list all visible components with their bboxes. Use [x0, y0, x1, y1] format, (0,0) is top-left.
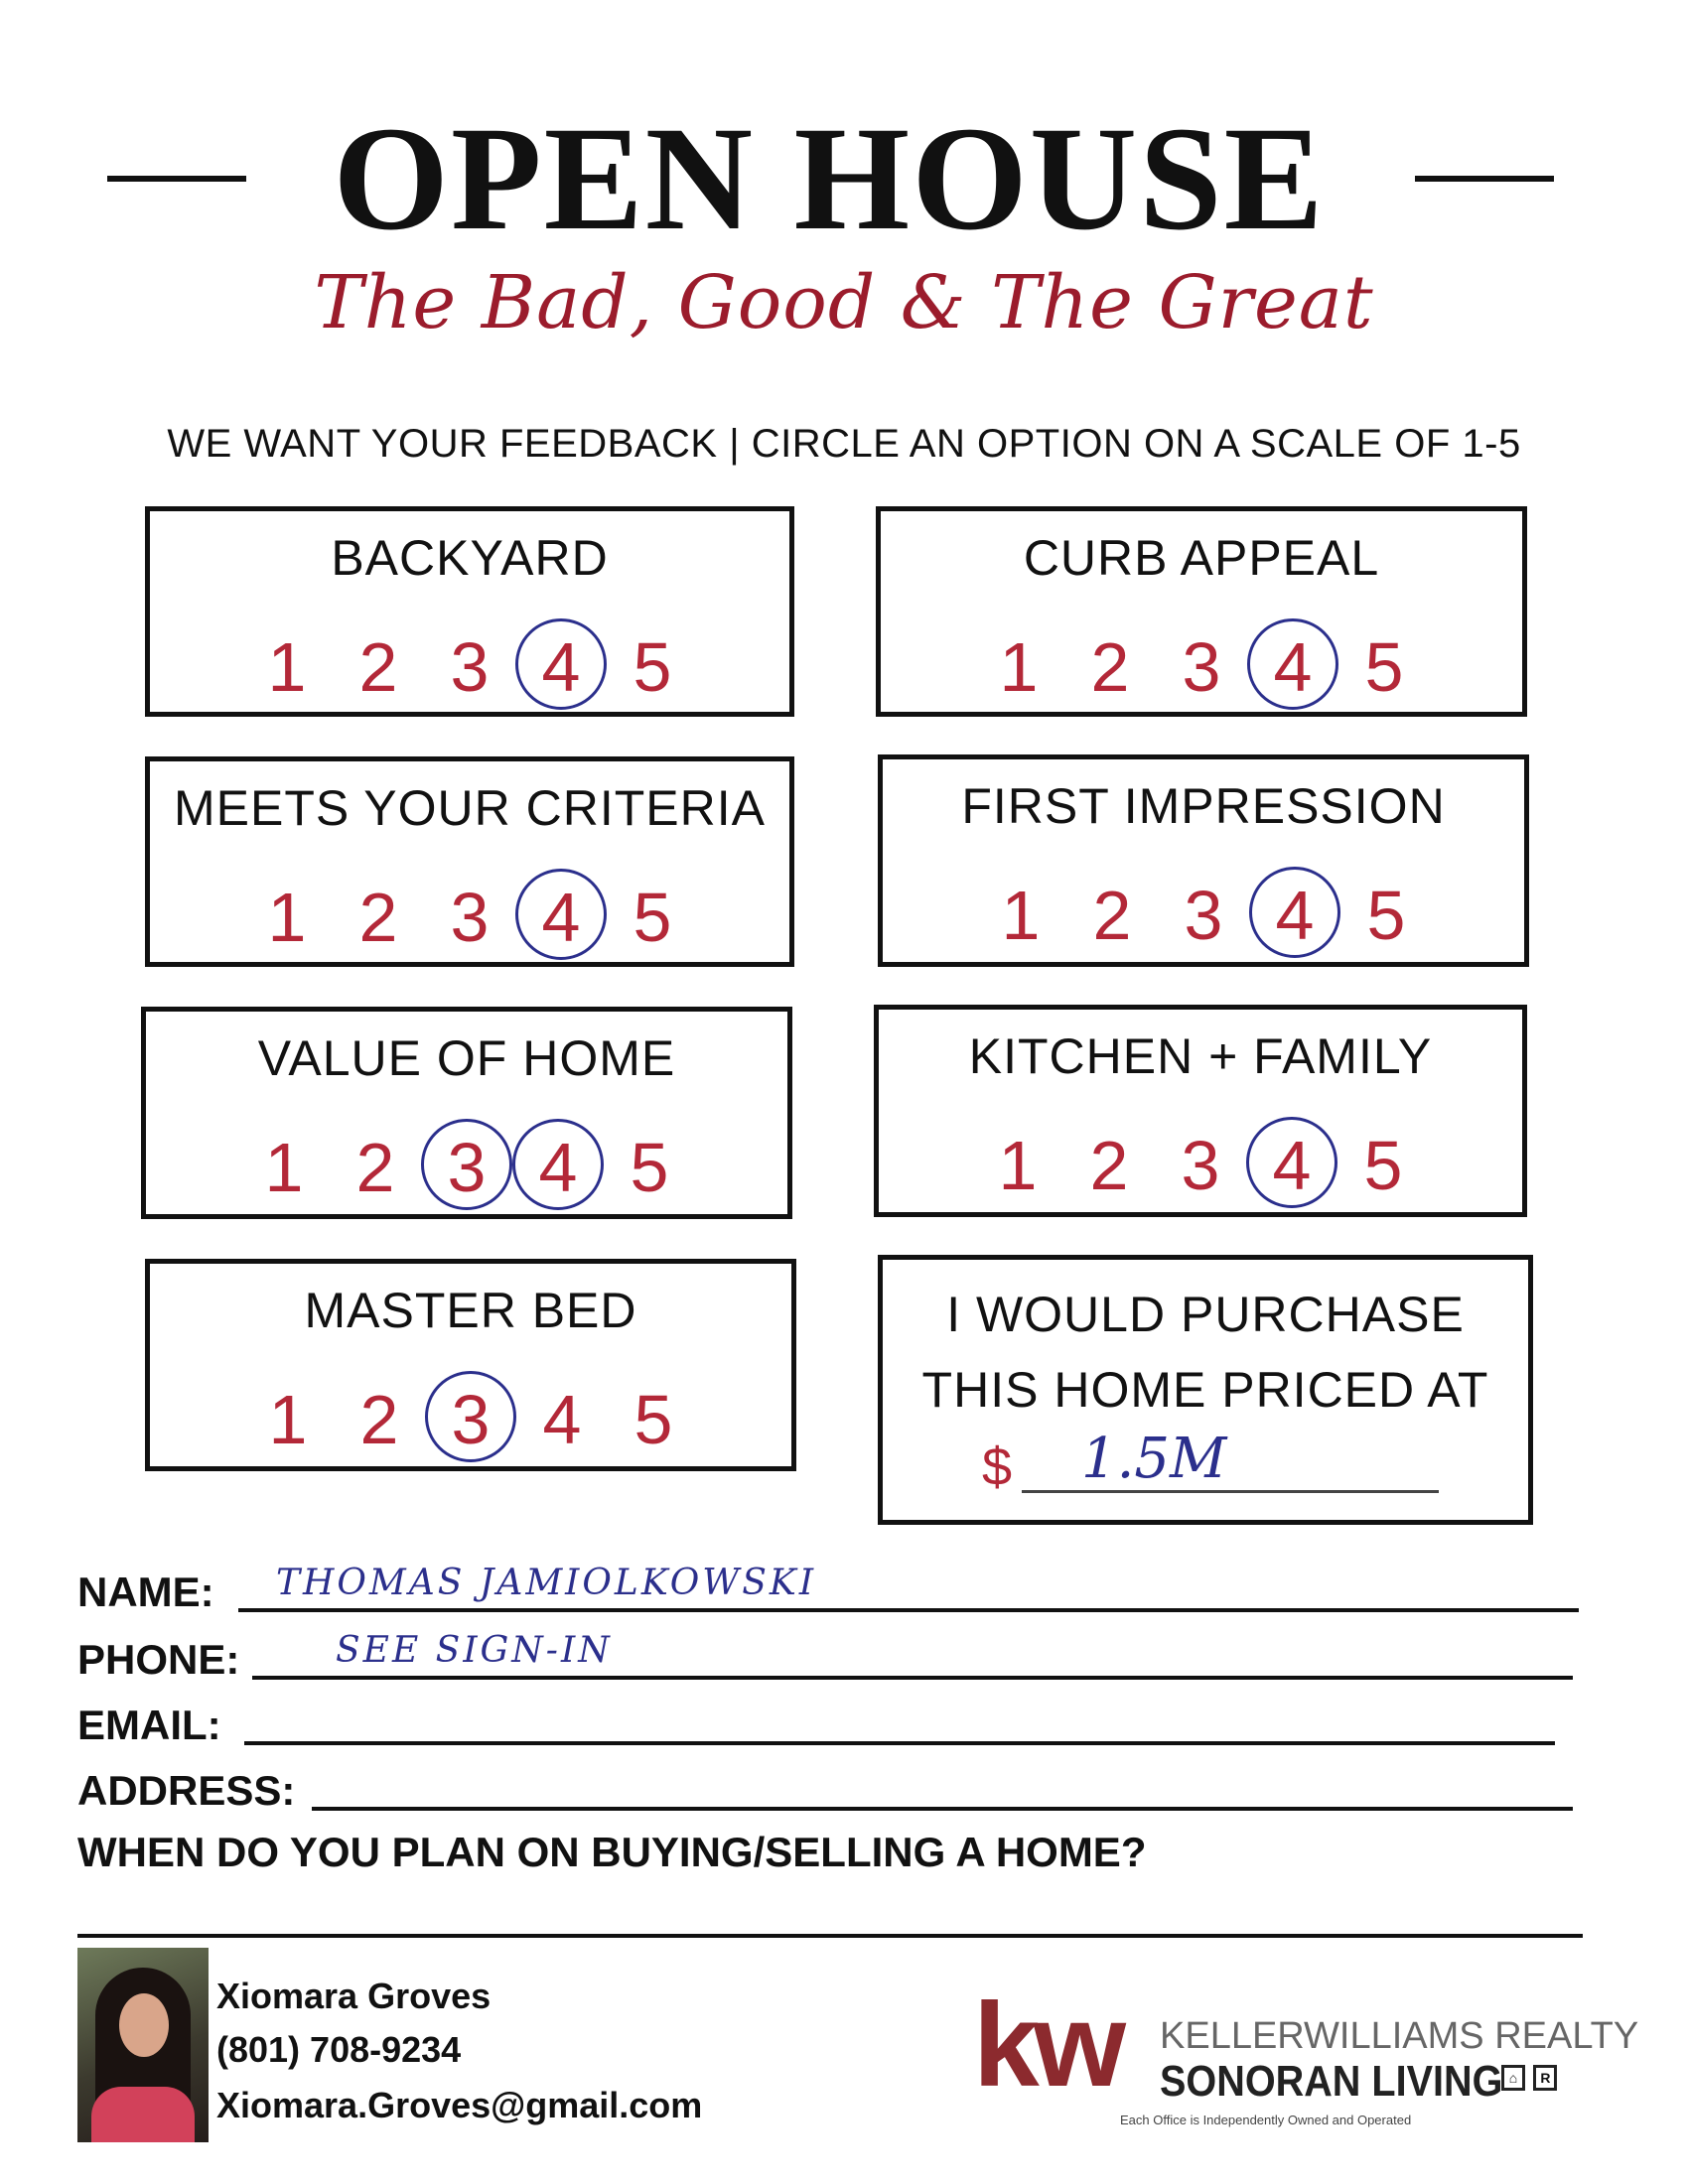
photo-face [119, 1993, 169, 2057]
name-label: NAME: [77, 1569, 214, 1615]
rating-option-5[interactable]: 5 [633, 879, 672, 956]
rating-option-2[interactable]: 2 [1090, 628, 1130, 706]
rating-option-3[interactable]: 3 [1181, 1127, 1220, 1204]
instructions: WE WANT YOUR FEEDBACK | CIRCLE AN OPTION ON A SCALE OF 1-5 [167, 422, 1521, 466]
page-subtitle: The Bad, Good & The Great [314, 260, 1374, 345]
price-card-line1: I WOULD PURCHASE [946, 1287, 1465, 1342]
rating-option-1[interactable]: 1 [267, 628, 307, 706]
rating-scale[interactable] [150, 1371, 791, 1465]
agent-email: Xiomara.Groves@gmail.com [216, 2085, 703, 2125]
rating-option-3[interactable]: 3 [425, 1371, 516, 1462]
rating-label: KITCHEN + FAMILY [968, 1028, 1433, 1084]
realtor-badge: R [1533, 2065, 1557, 2091]
agent-photo [77, 1948, 209, 2142]
phone-value: SEE SIGN-IN [336, 1630, 613, 1671]
photo-clothing [91, 2087, 195, 2142]
answer-line[interactable] [77, 1934, 1583, 1938]
rating-option-1[interactable]: 1 [998, 1127, 1038, 1204]
rating-option-5[interactable]: 5 [633, 1381, 673, 1458]
rating-option-2[interactable]: 2 [1092, 877, 1132, 954]
address-field [77, 1767, 1587, 1827]
rating-card-meets-your-criteria [145, 756, 794, 967]
name-input-line[interactable] [238, 1608, 1579, 1612]
rating-option-2[interactable]: 2 [1089, 1127, 1129, 1204]
brokerage-tagline: Each Office is Independently Owned and Operated [1120, 2113, 1412, 2127]
price-currency: $ [982, 1437, 1013, 1497]
phone-label: PHONE: [77, 1636, 240, 1683]
rating-option-3[interactable]: 3 [421, 1119, 512, 1210]
rating-label: MEETS YOUR CRITERIA [174, 780, 766, 836]
name-value: THOMAS JAMIOLKOWSKI [276, 1563, 817, 1603]
rating-option-1[interactable]: 1 [268, 1381, 308, 1458]
price-card-line2: THIS HOME PRICED AT [921, 1362, 1489, 1418]
rating-option-2[interactable]: 2 [358, 879, 398, 956]
email-field [77, 1702, 1587, 1761]
rating-card-value-of-home [141, 1007, 792, 1219]
rating-option-3[interactable]: 3 [1182, 628, 1221, 706]
title-divider-left [107, 176, 246, 182]
rating-card-curb-appeal [876, 506, 1527, 717]
title-divider-right [1415, 176, 1554, 182]
equal-housing-icon: ⌂ [1501, 2065, 1525, 2091]
kw-logo: kw [973, 1979, 1121, 2112]
rating-option-5[interactable]: 5 [630, 1129, 669, 1206]
rating-scale[interactable] [881, 618, 1522, 713]
rating-option-4[interactable]: 4 [515, 618, 607, 710]
rating-option-1[interactable]: 1 [267, 879, 307, 956]
rating-scale[interactable] [150, 869, 789, 963]
brokerage-name: KELLERWILLIAMS REALTY [1160, 2015, 1639, 2057]
rating-card-first-impression [878, 754, 1529, 967]
rating-scale[interactable] [150, 618, 789, 713]
rating-option-4[interactable]: 4 [1246, 1117, 1337, 1208]
rating-option-1[interactable]: 1 [264, 1129, 304, 1206]
rating-option-3[interactable]: 3 [1184, 877, 1223, 954]
page-title: OPEN HOUSE [333, 96, 1326, 261]
rating-scale[interactable] [883, 867, 1524, 961]
rating-label: BACKYARD [331, 530, 609, 586]
buying-selling-question: WHEN DO YOU PLAN ON BUYING/SELLING A HOME? [77, 1829, 1147, 1875]
email-label: EMAIL: [77, 1702, 221, 1748]
rating-option-4[interactable]: 4 [542, 1381, 582, 1458]
rating-option-4[interactable]: 4 [512, 1119, 604, 1210]
rating-option-1[interactable]: 1 [1001, 877, 1041, 954]
rating-option-3[interactable]: 3 [450, 628, 490, 706]
rating-option-5[interactable]: 5 [633, 628, 672, 706]
rating-scale[interactable] [146, 1119, 787, 1213]
rating-label: VALUE OF HOME [257, 1030, 676, 1086]
rating-option-5[interactable]: 5 [1363, 1127, 1403, 1204]
agent-phone: (801) 708-9234 [216, 2029, 462, 2070]
rating-option-4[interactable]: 4 [1249, 867, 1340, 958]
rating-option-2[interactable]: 2 [358, 628, 398, 706]
rating-option-4[interactable]: 4 [515, 869, 607, 960]
phone-field [77, 1630, 1587, 1696]
address-input-line[interactable] [312, 1807, 1573, 1811]
rating-option-3[interactable]: 3 [450, 879, 490, 956]
rating-scale[interactable] [879, 1117, 1522, 1211]
agent-name: Xiomara Groves [216, 1976, 492, 2016]
rating-option-5[interactable]: 5 [1364, 628, 1404, 706]
brokerage-office: SONORAN LIVING [1160, 2057, 1503, 2106]
rating-card-kitchen-family [874, 1005, 1527, 1217]
rating-option-1[interactable]: 1 [999, 628, 1039, 706]
rating-option-5[interactable]: 5 [1366, 877, 1406, 954]
email-input-line[interactable] [244, 1741, 1555, 1745]
phone-input-line[interactable] [252, 1676, 1573, 1680]
name-field [77, 1563, 1587, 1628]
rating-card-master-bed [145, 1259, 796, 1471]
rating-option-2[interactable]: 2 [359, 1381, 399, 1458]
price-value: 1.5M [1081, 1427, 1227, 1491]
brokerage-badges [1501, 2065, 1561, 2091]
rating-card-backyard [145, 506, 794, 717]
price-card [878, 1255, 1533, 1525]
address-label: ADDRESS: [77, 1767, 296, 1814]
rating-label: MASTER BED [304, 1283, 637, 1338]
rating-label: CURB APPEAL [1023, 530, 1380, 586]
rating-option-4[interactable]: 4 [1247, 618, 1338, 710]
title-row [0, 94, 1688, 263]
rating-option-2[interactable]: 2 [355, 1129, 395, 1206]
rating-label: FIRST IMPRESSION [961, 778, 1446, 834]
